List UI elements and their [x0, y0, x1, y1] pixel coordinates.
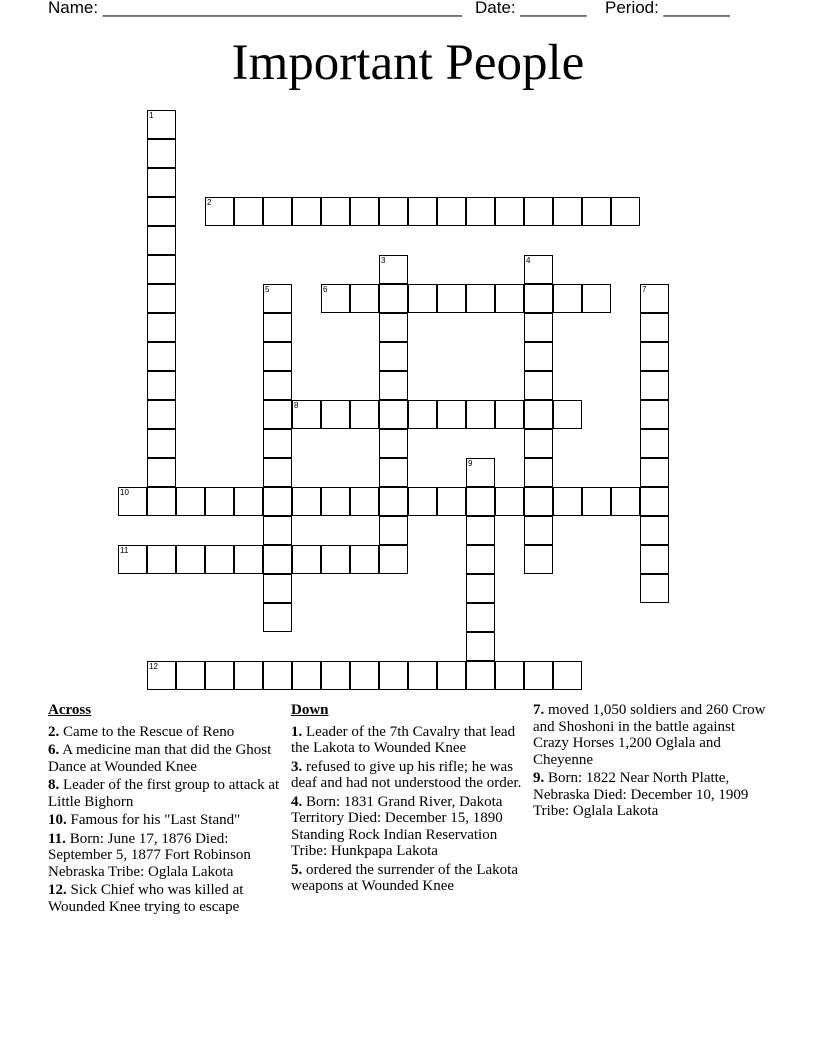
grid-cell[interactable] [263, 197, 292, 226]
down-clue-7: 7. moved 1,050 soldiers and 260 Crow and Shoshoni in the battle against Crazy Horses 1,200 Oglala and Cheyenne [533, 702, 766, 768]
grid-cell[interactable] [640, 458, 669, 487]
grid-cell[interactable] [263, 458, 292, 487]
down-clue-4: 4. Born: 1831 Grand River, Dakota Territory Died: December 15, 1890 Standing Rock Indian Reservation Tribe: Hunkpapa Lakota [291, 793, 503, 859]
across-clue-2: 2. Came to the Rescue of Reno [48, 723, 235, 740]
grid-cell[interactable] [524, 516, 553, 545]
grid-cell[interactable] [466, 487, 495, 516]
grid-cell[interactable] [640, 516, 669, 545]
grid-cell[interactable] [292, 661, 321, 690]
grid-cell[interactable] [524, 400, 553, 429]
grid-cell[interactable] [466, 516, 495, 545]
grid-cell[interactable] [640, 313, 669, 342]
grid-cell[interactable] [466, 400, 495, 429]
grid-cell[interactable] [263, 603, 292, 632]
grid-cell[interactable] [640, 371, 669, 400]
grid-cell[interactable] [147, 400, 176, 429]
grid-cell[interactable] [263, 545, 292, 574]
grid-cell[interactable] [350, 400, 379, 429]
clue-number-2: 2 [207, 198, 212, 207]
grid-cell[interactable] [524, 197, 553, 226]
grid-cell[interactable] [466, 603, 495, 632]
clue-number-8: 8 [294, 401, 299, 410]
grid-cell[interactable] [437, 284, 466, 313]
name-field[interactable]: Name: ______________________________________ [48, 0, 463, 17]
grid-cell[interactable] [176, 545, 205, 574]
grid-cell[interactable] [379, 371, 408, 400]
grid-cell[interactable] [350, 197, 379, 226]
grid-cell[interactable] [379, 400, 408, 429]
grid-cell[interactable] [263, 487, 292, 516]
grid-cell[interactable] [263, 429, 292, 458]
grid-cell[interactable] [292, 545, 321, 574]
grid-cell[interactable] [640, 429, 669, 458]
grid-cell[interactable] [408, 661, 437, 690]
page-title: Important People [231, 35, 585, 91]
grid-cell[interactable] [495, 661, 524, 690]
grid-cell[interactable] [524, 458, 553, 487]
grid-cell[interactable] [379, 487, 408, 516]
grid-cell[interactable] [205, 487, 234, 516]
grid-cell[interactable] [379, 516, 408, 545]
grid-cell[interactable] [350, 284, 379, 313]
clue-number-9: 9 [468, 459, 473, 468]
grid-cell[interactable] [379, 313, 408, 342]
grid-cell[interactable] [379, 429, 408, 458]
down-clue-1: 1. Leader of the 7th Cavalry that lead the Lakota to Wounded Knee [291, 723, 516, 756]
grid-cell[interactable] [379, 284, 408, 313]
grid-cell[interactable] [379, 342, 408, 371]
down-clue-3: 3. refused to give up his rifle; he was deaf and had not understood the order. [291, 758, 522, 791]
grid-cell[interactable] [147, 255, 176, 284]
grid-cell[interactable] [147, 429, 176, 458]
grid-cell[interactable] [495, 284, 524, 313]
grid-cell[interactable] [263, 516, 292, 545]
grid-cell[interactable] [466, 284, 495, 313]
grid-cell[interactable] [147, 458, 176, 487]
grid-cell[interactable] [582, 487, 611, 516]
grid-cell[interactable] [640, 400, 669, 429]
grid-cell[interactable] [176, 661, 205, 690]
grid-cell[interactable] [466, 545, 495, 574]
grid-cell[interactable] [524, 545, 553, 574]
grid-cell[interactable] [524, 429, 553, 458]
grid-cell[interactable] [147, 168, 176, 197]
grid-cell[interactable] [350, 487, 379, 516]
grid-cell[interactable] [553, 400, 582, 429]
grid-cell[interactable] [553, 487, 582, 516]
grid-cell[interactable] [640, 545, 669, 574]
grid-cell[interactable] [524, 371, 553, 400]
across-clue-10: 10. Famous for his "Last Stand" [48, 812, 241, 828]
grid-cell[interactable] [640, 574, 669, 603]
across-clues [48, 702, 280, 917]
grid-cell[interactable] [640, 487, 669, 516]
grid-cell[interactable] [437, 487, 466, 516]
grid-cell[interactable] [379, 458, 408, 487]
grid-cell[interactable] [234, 661, 263, 690]
across-clue-11: 11. Born: June 17, 1876 Died: September 5, 1877 Fort Robinson Nebraska Tribe: Oglala Lakota [48, 830, 251, 880]
grid-cell[interactable] [437, 400, 466, 429]
grid-cell[interactable] [524, 313, 553, 342]
down-clues-column-1 [291, 702, 523, 897]
grid-cell[interactable] [147, 313, 176, 342]
across-clue-6: 6. A medicine man that did the Ghost Dance at Wounded Knee [48, 742, 272, 775]
grid-cell[interactable] [321, 545, 350, 574]
grid-cell[interactable] [524, 487, 553, 516]
clue-number-11: 11 [120, 546, 129, 555]
period-field[interactable]: Period: _______ [605, 0, 730, 17]
clue-number-5: 5 [265, 285, 270, 294]
grid-cell[interactable] [321, 487, 350, 516]
clue-number-12: 12 [149, 662, 158, 671]
date-field[interactable]: Date: _______ [475, 0, 587, 17]
grid-cell[interactable] [263, 313, 292, 342]
grid-cell[interactable] [408, 284, 437, 313]
grid-cell[interactable] [524, 342, 553, 371]
grid-cell[interactable] [350, 545, 379, 574]
grid-cell[interactable] [495, 197, 524, 226]
grid-cell[interactable] [495, 400, 524, 429]
down-clues-column-2 [533, 702, 769, 822]
grid-cell[interactable] [611, 487, 640, 516]
grid-cell[interactable] [205, 545, 234, 574]
grid-cell[interactable] [524, 284, 553, 313]
grid-cell[interactable] [321, 400, 350, 429]
grid-cell[interactable] [408, 197, 437, 226]
grid-cell[interactable] [582, 284, 611, 313]
grid-cell[interactable] [234, 545, 263, 574]
grid-cell[interactable] [263, 342, 292, 371]
grid-cell[interactable] [292, 197, 321, 226]
grid-cell[interactable] [321, 197, 350, 226]
grid-cell[interactable] [611, 197, 640, 226]
clue-number-3: 3 [381, 256, 386, 265]
clue-number-7: 7 [642, 285, 647, 294]
grid-cell[interactable] [466, 574, 495, 603]
grid-cell[interactable] [553, 284, 582, 313]
grid-cell[interactable] [437, 661, 466, 690]
grid-cell[interactable] [263, 400, 292, 429]
grid-cell[interactable] [379, 545, 408, 574]
grid-cell[interactable] [147, 487, 176, 516]
grid-cell[interactable] [147, 545, 176, 574]
grid-cell[interactable] [147, 139, 176, 168]
grid-cell[interactable] [350, 661, 379, 690]
grid-cell[interactable] [176, 487, 205, 516]
down-clue-5: 5. ordered the surrender of the Lakota weapons at Wounded Knee [291, 861, 518, 894]
down-clue-9: 9. Born: 1822 Near North Platte, Nebraska Died: December 10, 1909 Tribe: Oglala Lakota [533, 770, 749, 819]
across-clue-12: 12. Sick Chief who was killed at Wounded Knee trying to escape [48, 882, 244, 915]
grid-cell[interactable] [437, 197, 466, 226]
grid-cell[interactable] [466, 661, 495, 690]
grid-cell[interactable] [263, 371, 292, 400]
down-heading: Down [291, 702, 329, 718]
grid-cell[interactable] [147, 342, 176, 371]
grid-cell[interactable] [408, 400, 437, 429]
grid-cell[interactable] [234, 487, 263, 516]
grid-cell[interactable] [147, 371, 176, 400]
clue-number-10: 10 [120, 488, 129, 497]
grid-cell[interactable] [263, 574, 292, 603]
grid-cell[interactable] [553, 197, 582, 226]
grid-cell[interactable] [379, 197, 408, 226]
grid-cell[interactable] [292, 487, 321, 516]
grid-cell[interactable] [147, 197, 176, 226]
grid-cell[interactable] [553, 661, 582, 690]
grid-cell[interactable] [321, 661, 350, 690]
grid-cell[interactable] [495, 487, 524, 516]
across-heading: Across [48, 702, 92, 718]
grid-cell[interactable] [640, 342, 669, 371]
grid-cell[interactable] [147, 226, 176, 255]
grid-cell[interactable] [408, 487, 437, 516]
clue-number-6: 6 [323, 285, 328, 294]
clue-number-4: 4 [526, 256, 531, 265]
grid-cell[interactable] [263, 661, 292, 690]
grid-cell[interactable] [466, 632, 495, 661]
clue-number-1: 1 [149, 111, 154, 120]
grid-cell[interactable] [234, 197, 263, 226]
grid-cell[interactable] [524, 661, 553, 690]
grid-cell[interactable] [466, 197, 495, 226]
grid-cell[interactable] [205, 661, 234, 690]
grid-cell[interactable] [582, 197, 611, 226]
grid-cell[interactable] [147, 284, 176, 313]
across-clue-8: 8. Leader of the first group to attack at Little Bighorn [48, 777, 280, 810]
grid-cell[interactable] [379, 661, 408, 690]
